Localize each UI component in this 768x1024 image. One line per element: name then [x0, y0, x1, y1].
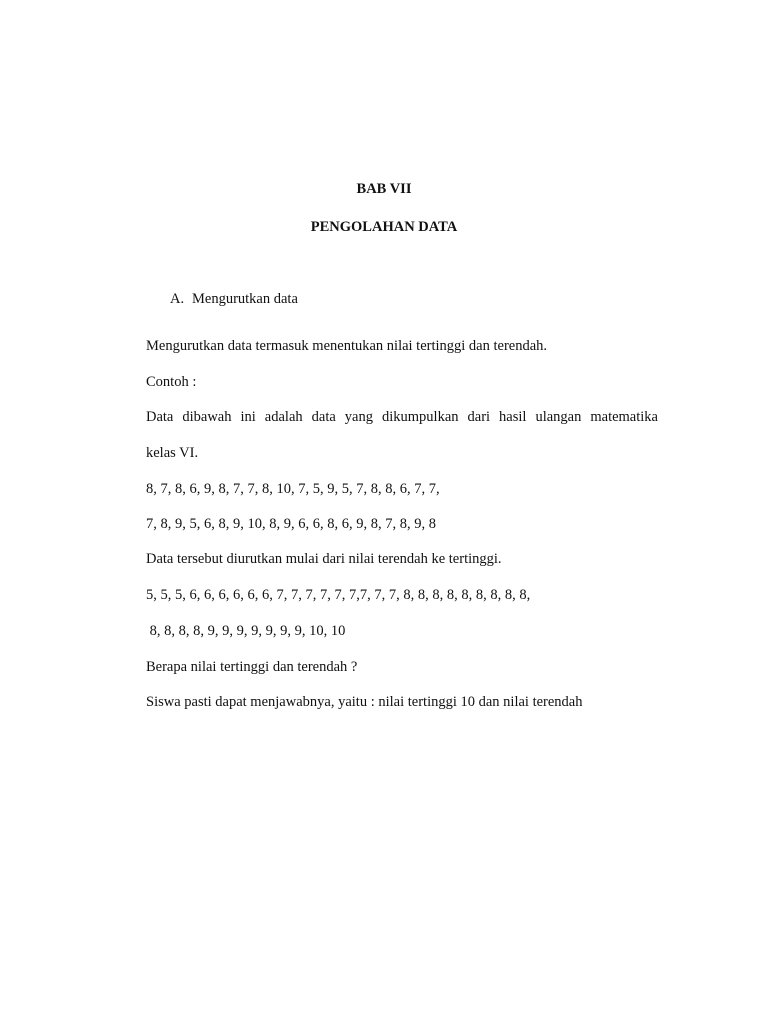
intro-paragraph: Mengurutkan data termasuk menentukan nilai tertinggi dan terendah.: [146, 338, 548, 354]
section-heading: [170, 290, 298, 308]
raw-data-line-1: 8, 7, 8, 6, 9, 8, 7, 7, 8, 10, 7, 5, 9, 5, 7, 8, 8, 6, 7, 7,: [146, 481, 440, 497]
example-label: Contoh :: [146, 374, 197, 390]
sorted-data-line-1: 5, 5, 5, 6, 6, 6, 6, 6, 6, 7, 7, 7, 7, 7, 7,7, 7, 7, 8, 8, 8, 8, 8, 8, 8, 8, 8,: [146, 587, 531, 603]
raw-data-line-2: 7, 8, 9, 5, 6, 8, 9, 10, 8, 9, 6, 6, 8, 6, 9, 8, 7, 8, 9, 8: [146, 516, 436, 532]
data-description-line-1: Data dibawah ini adalah data yang dikumpulkan dari hasil ulangan matematika: [146, 409, 658, 425]
data-description-line-2: kelas VI.: [146, 445, 199, 461]
sorted-description: Data tersebut diurutkan mulai dari nilai terendah ke tertinggi.: [146, 551, 502, 567]
sorted-data-line-2: 8, 8, 8, 8, 9, 9, 9, 9, 9, 9, 9, 10, 10: [146, 623, 346, 639]
answer-text: Siswa pasti dapat menjawabnya, yaitu : nilai tertinggi 10 dan nilai terendah: [146, 694, 583, 710]
question-text: Berapa nilai tertinggi dan terendah ?: [146, 659, 358, 675]
section-marker: A.: [170, 291, 185, 307]
chapter-title: PENGOLAHAN DATA: [310, 219, 458, 235]
section-heading-text: Mengurutkan data: [192, 291, 298, 307]
chapter-heading: BAB VII: [356, 181, 412, 197]
